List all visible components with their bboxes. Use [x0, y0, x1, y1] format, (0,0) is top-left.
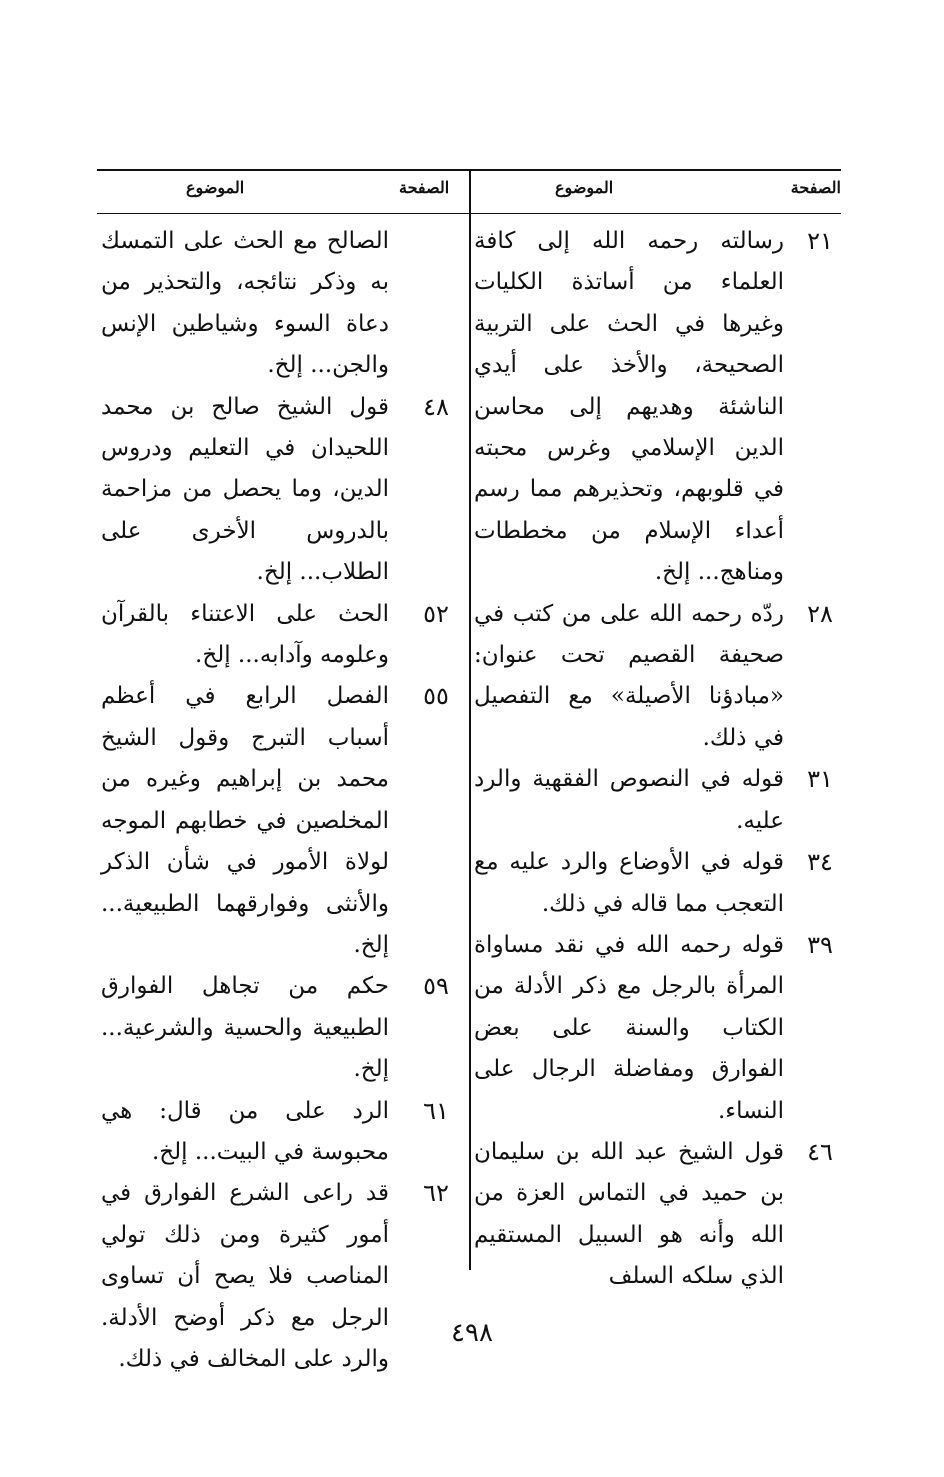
index-entry — [474, 221, 844, 594]
entry-subject: حكم من تجاهل الفوارق الطبيعية والحسية والشرعية... إلخ. — [101, 973, 389, 1083]
entry-page-number: ٢٨ — [807, 599, 833, 628]
entry-subject: قول الشيخ صالح بن محمد اللحيدان في التعليم ودروس الدين، وما يحصل من مزاحمة بالدروس الأخرى على الطلاب... إلخ. — [101, 393, 389, 586]
right-column — [474, 221, 844, 1298]
index-entry — [101, 387, 471, 594]
entry-page-number: ٦١ — [423, 1096, 449, 1125]
page-number: ٤٩٨ — [451, 1318, 493, 1348]
index-entry — [101, 594, 471, 677]
entry-subject: الحث على الاعتناء بالقرآن وعلومه وآدابه... إلخ. — [101, 600, 389, 669]
entry-subject: الفصل الرابع في أعظم أسباب التبرج وقول الشيخ محمد بن إبراهيم وغيره من المخلصين في خطابهم الموجه لولاة الأمور في شأن الذكر والأنثى وفوارقهما الطبيعية... إلخ. — [101, 683, 389, 958]
entry-subject: الرد على من قال: هي محبوسة في البيت... إلخ. — [101, 1097, 389, 1165]
right-page-header: الصفحة — [790, 178, 841, 197]
entry-subject: الصالح مع الحث على التمسك به وذكر نتائجه، والتحذير من دعاة السوء وشياطين الإنس والجن... إلخ. — [101, 228, 389, 379]
index-entry — [101, 1091, 471, 1174]
entry-subject: قوله رحمه الله في نقد مساواة المرأة بالرجل مع ذكر الأدلة من الكتاب والسنة على بعض الفوارق ومفاضلة الرجال على النساء. — [474, 931, 784, 1124]
left-subject-header: الموضوع — [186, 178, 245, 197]
entry-page-number: ٣٩ — [807, 930, 833, 959]
index-entry — [474, 594, 844, 760]
index-entry — [101, 1173, 471, 1380]
entry-page-number: ٣٤ — [807, 848, 833, 877]
entry-page-number: ٢١ — [807, 227, 833, 255]
index-entry — [101, 676, 471, 966]
index-entry — [474, 759, 844, 842]
entry-page-number: ٥٥ — [423, 682, 449, 711]
entry-subject: رسالته رحمه الله إلى كافة العلماء من أساتذة الكليات وغيرها في الحث على التربية الصحيحة، والأخذ على أيدي الناشئة وهديهم إلى محاسن الدين الإسلامي وغرس محبته في قلوبهم، وتحذيرهم مما رسم أعداء الإسلام من مخططات ومناهج... إلخ. — [474, 228, 784, 586]
entry-page-number: ٣١ — [807, 765, 833, 794]
index-entry — [474, 1132, 844, 1298]
entry-subject: قد راعى الشرع الفوارق في أمور كثيرة ومن ذلك تولي المناصب فلا يصح أن تساوى الرجل مع ذكر أوضح الأدلة. والرد على المخالف في ذلك. — [101, 1180, 389, 1372]
entry-page-number: ٦٢ — [423, 1179, 449, 1208]
entry-subject: ردّه رحمه الله على من كتب في صحيفة القصيم تحت عنوان: «مبادؤنا الأصيلة» مع التفصيل في ذلك. — [474, 600, 784, 751]
index-entry — [101, 966, 471, 1090]
entry-page-number: ٥٩ — [423, 972, 449, 1001]
entry-subject: قوله في الأوضاع والرد عليه مع التعجب مما قاله في ذلك. — [474, 849, 784, 917]
entry-page-number: ٥٢ — [423, 599, 449, 628]
entry-subject: قول الشيخ عبد الله بن سليمان بن حميد في التماس العزة من الله وأنه هو السبيل المستقيم الذي سلكه السلف — [474, 1138, 784, 1290]
index-entry — [474, 842, 844, 925]
index-entry — [474, 925, 844, 1132]
entry-page-number: ٤٦ — [807, 1137, 833, 1166]
entry-page-number: ٤٨ — [423, 392, 449, 421]
left-page-header: الصفحة — [399, 178, 450, 197]
left-column — [101, 221, 471, 1380]
right-subject-header: الموضوع — [555, 178, 614, 197]
entry-subject: قوله في النصوص الفقهية والرد عليه. — [474, 766, 784, 834]
index-entry — [101, 221, 471, 387]
